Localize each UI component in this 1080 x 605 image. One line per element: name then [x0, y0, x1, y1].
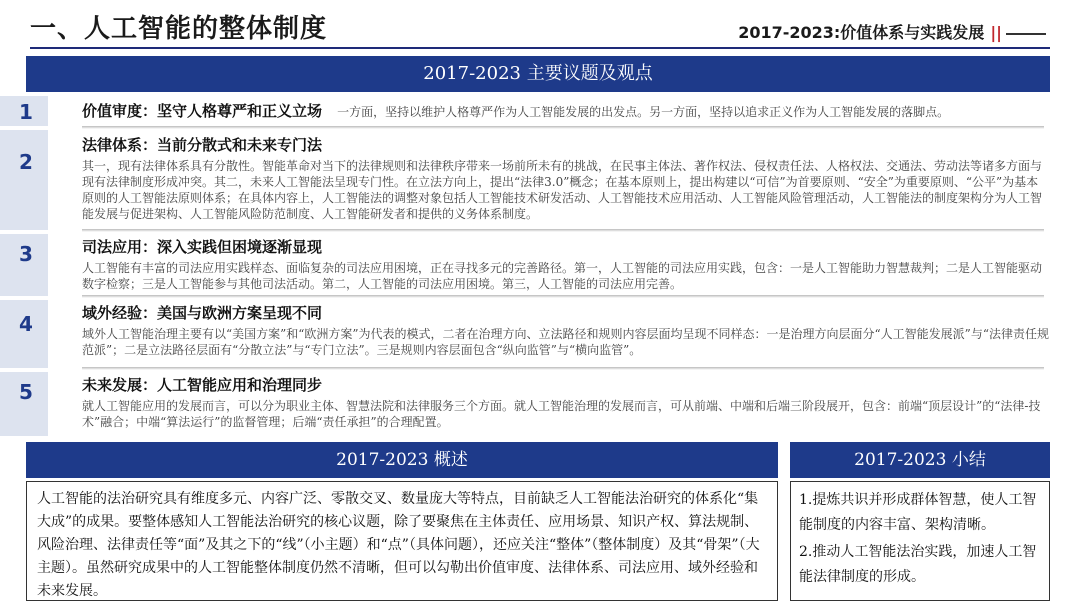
topic-heading: 域外经验：美国与欧洲方案呈现不同 — [82, 304, 323, 322]
overview-title: 2017-2023 概述 — [336, 450, 468, 470]
topic-separator — [82, 126, 1044, 129]
topic-number: 1 — [19, 100, 33, 124]
main-banner-title: 2017-2023 主要议题及观点 — [423, 63, 653, 84]
topic-number: 3 — [19, 242, 33, 266]
topic-text: 一方面，坚持以维护人格尊严作为人工智能发展的出发点。另一方面，坚持以追求正义作为人工智能发展的落脚点。 — [337, 105, 950, 119]
topic-item — [82, 134, 1050, 222]
topic-text: 域外人工智能治理主要有以“美国方案”和“欧洲方案”为代表的模式，二者在治理方向、立法路径和规则内容层面均呈现不同样态：一是治理方向层面分“人工智能发展派”与“法律责任规范派”；二是立法路径层面有“分散立法”与“专门立法”。三是规则内容层面包含“纵向监管”与“横向监管”。 — [82, 327, 1049, 357]
divider-dash — [1006, 33, 1046, 35]
summary-title: 2017-2023 小结 — [854, 450, 986, 470]
topic-heading: 法律体系：当前分散式和未来专门法 — [82, 136, 323, 154]
topic-number: 2 — [19, 150, 33, 174]
topic-separator — [82, 229, 1044, 232]
header-divider — [30, 47, 1050, 49]
page-title: 一、人工智能的整体制度 — [30, 14, 328, 44]
overview-text: 人工智能的法治研究具有维度多元、内容广泛、零散交叉、数量庞大等特点，目前缺乏人工智能法治研究的体系化“集大成”的成果。要整体感知人工智能法治研究的核心议题，除了要聚焦在主体责任、应用场景、知识产权、算法规制、风险治理、法律责任等“面”及其之下的“线”（小主题）和“点”（具体问题），还应关注“整体”（整体制度）及其“骨架”（大主题）。虽然研究成果中的人工智能整体制度仍然不清晰，但可以勾勒出价值审度、法律体系、司法应用、域外经验和未来发展。 — [37, 491, 760, 599]
summary-banner — [790, 442, 1050, 478]
topic-separator — [82, 367, 1044, 370]
topic-item — [82, 100, 1050, 121]
overview-box — [26, 481, 778, 601]
number-box-2 — [0, 130, 52, 230]
summary-item: 1.提炼共识并形成群体智慧，使人工智能制度的内容丰富、架构清晰。 — [799, 492, 1037, 533]
topic-number: 5 — [19, 380, 33, 404]
summary-item: 2.推动人工智能法治实践，加速人工智能法律制度的形成。 — [799, 544, 1037, 585]
page-title-block — [30, 8, 327, 45]
topic-heading: 未来发展：人工智能应用和治理同步 — [82, 376, 323, 394]
overview-banner — [26, 442, 778, 478]
topic-text: 其一，现有法律体系具有分散性。智能革命对当下的法律规则和法律秩序带来一场前所未有的挑战，在民事主体法、著作权法、侵权责任法、人格权法、交通法、劳动法等诸多方面与现有法律制度形成冲突。其二，未来人工智能法呈现专门性。在立法方向上，提出“法律3.0”概念；在基本原则上，提出构建以“可信”为首要原则、“安全”为重要原则、“公平”为基本原则的人工智能法原则体系；在具体内容上，人工智能法的调整对象包括人工智能技术研发活动、人工智能技术应用活动、人工智能风险管理活动，人工智能法的制度架构分为人工智能发展与促进架构、人工智能风险防范制度、人工智能研发者和提供的义务体系制度。 — [82, 159, 1043, 221]
topic-heading: 价值审度：坚守人格尊严和正义立场 — [82, 102, 323, 120]
topic-text: 人工智能有丰富的司法应用实践样态、面临复杂的司法应用困境，正在寻找多元的完善路径。第一，人工智能的司法应用实践，包含：一是人工智能助力智慧裁判；二是人工智能驱动数字检察；三是人工智能参与其他司法活动。第二，人工智能的司法应用困境。第三，人工智能的司法应用完善。 — [82, 261, 1043, 291]
accent-bars: || — [990, 23, 1002, 42]
topic-text: 就人工智能应用的发展而言，可以分为职业主体、智慧法院和法律服务三个方面。就人工智能治理的发展而言，可从前端、中端和后端三阶段展开，包含：前端“顶层设计”的“法律-技术”融合；中端“算法运行”的监督管理；后端“责任承担”的合理配置。 — [82, 399, 1041, 429]
main-banner — [26, 56, 1050, 92]
topic-item — [82, 302, 1050, 358]
page-subtitle — [738, 20, 1046, 43]
topic-item — [82, 374, 1050, 430]
topic-item — [82, 236, 1050, 292]
topic-heading: 司法应用：深入实践但困境逐渐显现 — [82, 238, 323, 256]
summary-box — [790, 481, 1050, 601]
subtitle-text: 2017-2023:价值体系与实践发展 — [738, 23, 985, 42]
topic-separator — [82, 295, 1044, 298]
topic-number: 4 — [19, 312, 33, 336]
